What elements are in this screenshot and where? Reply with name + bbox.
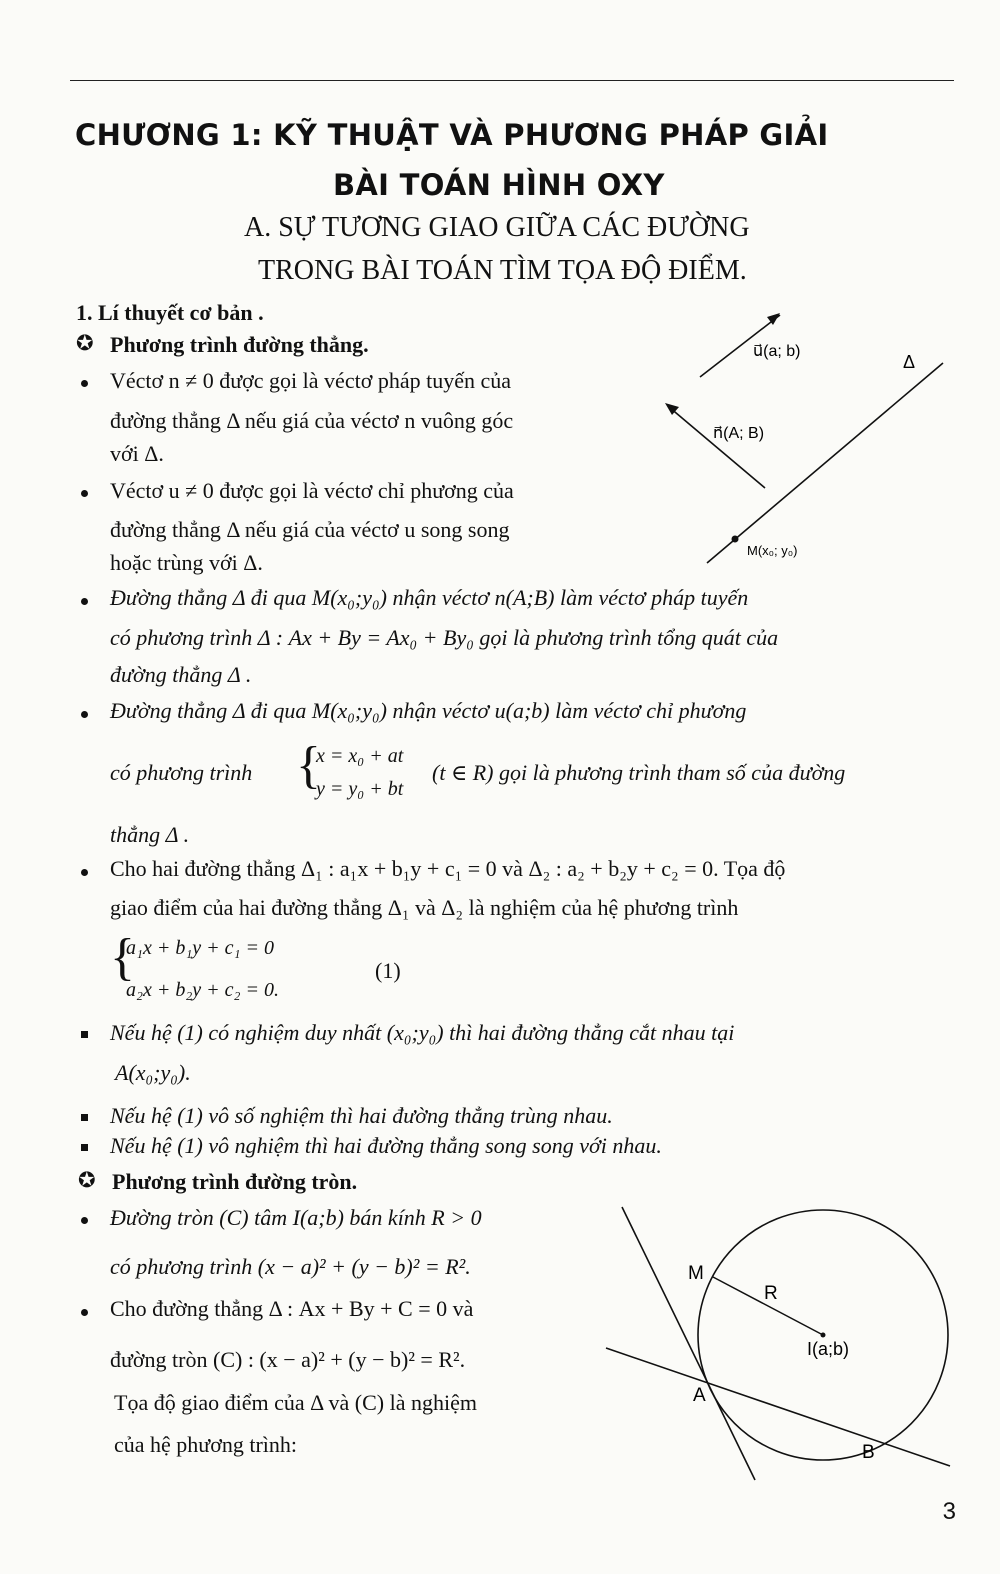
circle-line-intersect-line2: đường tròn (C) : (x − a)² + (y − b)² = R².	[110, 1347, 466, 1372]
square-bullet-icon	[81, 1031, 88, 1038]
circle-line-intersect-line1: Cho đường thẳng Δ : Ax + By + C = 0 và	[110, 1296, 474, 1321]
circle-line-intersect-line4: của hệ phương trình:	[114, 1432, 298, 1457]
normal-vector-line2: đường thẳng Δ nếu giá của véctơ n vuông góc	[110, 408, 514, 433]
point-m-label: M(x₀; y₀)	[747, 543, 798, 558]
general-equation-line2: có phương trình Δ : Ax + By = Ax₀ + By₀ gọi là phương trình tổng quát của	[110, 625, 779, 650]
point-m-dot	[732, 536, 739, 543]
parametric-equation-line3: thẳng Δ .	[110, 822, 190, 847]
line-equation-heading: Phương trình đường thẳng.	[110, 332, 369, 357]
parametric-equation-prefix: có phương trình	[110, 760, 253, 785]
line-vectors-figure	[655, 305, 955, 575]
star-bullet-icon: ✪	[78, 1168, 96, 1192]
circle-def-line2: có phương trình (x − a)² + (y − b)² = R².	[110, 1254, 471, 1279]
delta-label: Δ	[903, 352, 916, 372]
square-bullet-icon	[81, 1144, 88, 1151]
case-none: Nếu hệ (1) vô nghiệm thì hai đường thẳng song song với nhau.	[110, 1133, 662, 1158]
system-eq2: a₂x + b₂y + c₂ = 0.	[126, 979, 279, 1001]
secant-line	[606, 1348, 950, 1466]
center-dot	[821, 1333, 826, 1338]
system-number: (1)	[375, 958, 401, 983]
section-title-line1: A. SỰ TƯƠNG GIAO GIỮA CÁC ĐƯỜNG	[244, 212, 750, 243]
system-eq1: a₁x + b₁y + c₁ = 0	[126, 937, 274, 959]
normal-vector-line1: Véctơ n ≠ 0 được gọi là véctơ pháp tuyến của	[110, 368, 511, 393]
direction-vector-line1: Véctơ u ≠ 0 được gọi là véctơ chỉ phương của	[110, 478, 514, 503]
bullet-icon	[81, 490, 88, 497]
u-vector-label: u⃗(a; b)	[753, 343, 801, 360]
bullet-icon	[81, 1217, 88, 1224]
header-rule	[70, 80, 954, 81]
normal-vector-line3: với Δ.	[110, 441, 164, 466]
case-unique-line1: Nếu hệ (1) có nghiệm duy nhất (x₀;y₀) thì hai đường thẳng cắt nhau tại	[110, 1020, 735, 1045]
parametric-equation-suffix: (t ∈ R) gọi là phương trình tham số của đường	[432, 760, 846, 785]
bullet-icon	[81, 598, 88, 605]
section-title-line2: TRONG BÀI TOÁN TÌM TỌA ĐỘ ĐIỂM.	[258, 255, 747, 286]
circle-line-intersect-line3: Tọa độ giao điểm của Δ và (C) là nghiệm	[114, 1390, 477, 1415]
case-infinite: Nếu hệ (1) vô số nghiệm thì hai đường thẳng trùng nhau.	[110, 1103, 613, 1128]
general-equation-line1: Đường thẳng Δ đi qua M(x₀;y₀) nhận véctơ n(A;B) làm véctơ pháp tuyến	[110, 585, 749, 610]
star-bullet-icon: ✪	[76, 331, 94, 355]
n-vector-line	[669, 407, 765, 488]
system-brace: {	[110, 929, 135, 986]
parametric-x: x = x₀ + at	[316, 745, 404, 767]
direction-vector-line2: đường thẳng Δ nếu giá của véctơ u song song	[110, 517, 510, 542]
direction-vector-line3: hoặc trùng với Δ.	[110, 550, 263, 575]
bullet-icon	[81, 1309, 88, 1316]
circle-equation-heading: Phương trình đường tròn.	[112, 1169, 358, 1194]
point-b-label: B	[862, 1442, 875, 1463]
system-brace: {	[296, 737, 321, 794]
intersection-line1: Cho hai đường thẳng Δ₁ : a₁x + b₁y + c₁ = 0 và Δ₂ : a₂ + b₂y + c₂ = 0. Tọa độ	[110, 856, 786, 881]
square-bullet-icon	[81, 1114, 88, 1121]
radius-label: R	[764, 1283, 778, 1304]
point-m-label: M	[688, 1263, 704, 1284]
parametric-y: y = y₀ + bt	[316, 778, 404, 800]
general-equation-line3: đường thẳng Δ .	[110, 662, 252, 687]
center-label: I(a;b)	[807, 1339, 850, 1359]
bullet-icon	[81, 711, 88, 718]
case-unique-line2: A(x₀;y₀).	[115, 1060, 191, 1085]
bullet-icon	[81, 380, 88, 387]
n-vector-label: n⃗(A; B)	[713, 425, 765, 442]
bullet-icon	[81, 869, 88, 876]
delta-line	[707, 363, 943, 563]
chapter-title-line2: BÀI TOÁN HÌNH OXY	[333, 168, 665, 202]
point-a-label: A	[693, 1385, 706, 1406]
page-number: 3	[942, 1498, 956, 1525]
tangent-line	[622, 1207, 755, 1480]
circle-line-figure	[600, 1195, 960, 1495]
chapter-title-line1: CHƯƠNG 1: KỸ THUẬT VÀ PHƯƠNG PHÁP GIẢI	[75, 118, 829, 152]
subsection-heading: 1. Lí thuyết cơ bản .	[76, 300, 264, 325]
parametric-equation-line1: Đường thẳng Δ đi qua M(x₀;y₀) nhận véctơ u(a;b) làm véctơ chỉ phương	[110, 698, 747, 723]
intersection-line2: giao điểm của hai đường thẳng Δ₁ và Δ₂ là nghiệm của hệ phương trình	[110, 895, 739, 920]
circle-def-line1: Đường tròn (C) tâm I(a;b) bán kính R > 0	[110, 1205, 482, 1230]
